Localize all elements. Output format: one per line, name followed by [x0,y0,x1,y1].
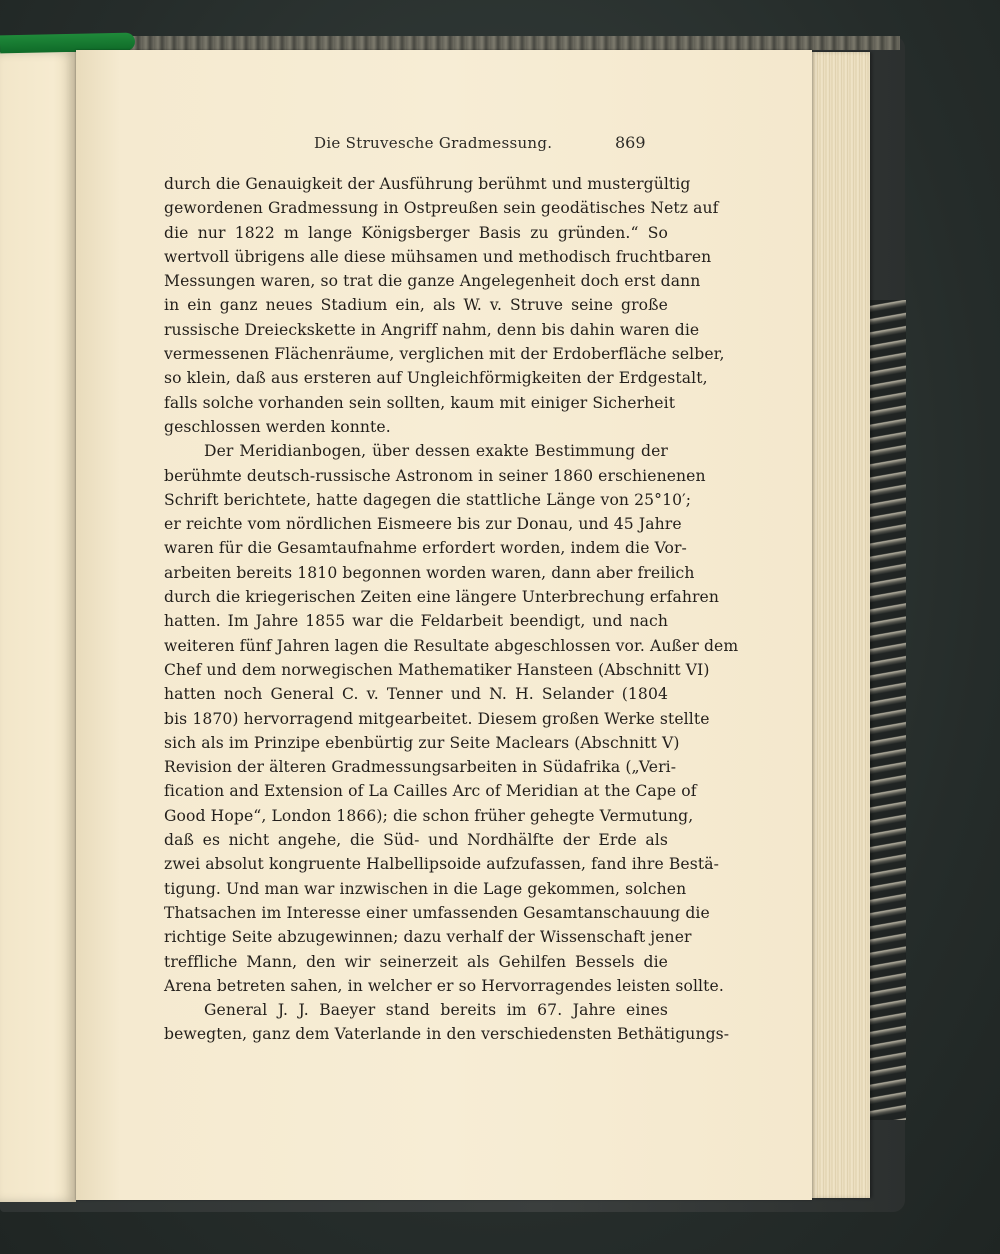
text-line: gewordenen Gradmessung in Ostpreußen sein geodätisches Netz auf [164,199,719,218]
text-line: Chef und dem norwegischen Mathematiker Hansteen (Abschnitt VI) [164,660,710,679]
text-line: richtige Seite abzugewinnen; dazu verhalf der Wissenschaft jener [164,928,692,947]
left-page-edge [0,52,76,1202]
text-line: daß es nicht angehe, die Süd- und Nordhälfte der Erde als [164,831,668,850]
text-line: durch die kriegerischen Zeiten eine längere Unterbrechung erfahren [164,588,720,607]
text-line: vermessenen Flächenräume, verglichen mit der Erdoberfläche selber, [164,345,725,364]
body-text [164,172,739,1047]
text-line: tigung. Und man war inzwischen in die Lage gekommen, solchen [164,879,687,898]
text-line: Schrift berichtete, hatte dagegen die stattliche Länge von 25°10′; [164,490,692,509]
text-line: fication and Extension of La Cailles Arc of Meridian at the Cape of [164,782,697,801]
text-line: er reichte vom nördlichen Eismeere bis zur Donau, und 45 Jahre [164,515,682,534]
text-line: zwei absolut kongruente Halbellipsoide aufzufassen, fand ihre Bestä- [164,855,719,874]
text-line: weiteren fünf Jahren lagen die Resultate abgeschlossen vor. Außer dem [164,636,739,655]
text-line: in ein ganz neues Stadium ein, als W. v. Struve seine große [164,296,668,315]
text-line: berühmte deutsch-russische Astronom in seiner 1860 erschienenen [164,466,706,485]
cover-ornament-strip [130,36,900,50]
page-block-edges [812,52,870,1198]
text-line: hatten. Im Jahre 1855 war die Feldarbeit beendigt, und nach [164,612,668,631]
text-line: geschlossen werden konnte. [164,417,391,436]
text-line: waren für die Gesamtaufnahme erfordert worden, indem die Vor- [164,539,687,558]
text-line: Messungen waren, so trat die ganze Angelegenheit doch erst dann [164,272,701,291]
text-line: Revision der älteren Gradmessungsarbeiten in Südafrika („Veri- [164,758,677,777]
text-line: russische Dreieckskette in Angriff nahm, denn bis dahin waren die [164,320,700,339]
text-line: bis 1870) hervorragend mitgearbeitet. Diesem großen Werke stellte [164,709,710,728]
text-line: Der Meridianbogen, über dessen exakte Bestimmung der [204,442,668,461]
marbled-cover-edge [866,300,906,1120]
text-line: die nur 1822 m lange Königsberger Basis zu gründen.“ So [164,223,668,242]
text-line: Arena betreten sahen, in welcher er so Hervorragendes leisten sollte. [164,976,724,995]
text-line: so klein, daß aus ersteren auf Ungleichförmigkeiten der Erdgestalt, [164,369,708,388]
text-line: hatten noch General C. v. Tenner und N. H. Selander (1804 [164,685,668,704]
page-number: 869 [615,133,646,152]
text-line: treffliche Mann, den wir seinerzeit als Gehilfen Bessels die [164,952,668,971]
text-line: arbeiten bereits 1810 begonnen worden waren, dann aber freilich [164,563,695,582]
text-line: durch die Genauigkeit der Ausführung berühmt und mustergültig [164,175,691,193]
text-line: wertvoll übrigens alle diese mühsamen und methodisch fruchtbaren [164,247,712,266]
text-line: General J. J. Baeyer stand bereits im 67. Jahre eines [204,1001,668,1020]
text-line: falls solche vorhanden sein sollten, kaum mit einiger Sicherheit [164,393,676,412]
text-line: Good Hope“, London 1866); die schon früher gehegte Vermutung, [164,806,694,825]
text-line: sich als im Prinzipe ebenbürtig zur Seite Maclears (Abschnitt V) [164,733,680,752]
text-line: Thatsachen im Interesse einer umfassenden Gesamtanschauung die [164,903,710,922]
text-line: bewegten, ganz dem Vaterlande in den verschiedensten Bethätigungs- [164,1025,730,1044]
running-title: Die Struvesche Gradmessung. [314,134,553,152]
